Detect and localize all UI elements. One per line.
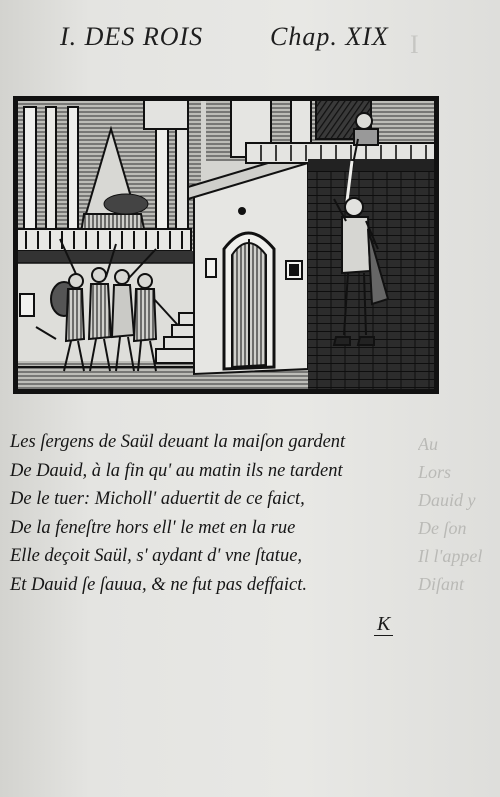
bleed-through-head: I bbox=[410, 30, 419, 59]
bleed-through-line: Diſant bbox=[418, 574, 465, 594]
bleed-through-line: Dauid y bbox=[418, 490, 476, 510]
verse-line: Les ſergens de Saül deuant la maiſon gardent bbox=[10, 432, 346, 452]
bleed-through-line: Lors bbox=[418, 462, 452, 482]
verse-line: De Dauid, à la fin qu' au matin ils ne tardent bbox=[10, 460, 343, 481]
woodcut-drawing bbox=[16, 99, 436, 391]
verse-stanza bbox=[10, 428, 410, 599]
verse-line: De la feneſtre hors ell' le met en la rue bbox=[10, 517, 296, 538]
woodcut-illustration bbox=[13, 96, 439, 394]
bleed-through-line: De ſon bbox=[418, 518, 467, 538]
book-title: I. DES ROIS bbox=[60, 22, 204, 51]
verse-line: Elle deçoit Saül, s' aydant d' vne ſtatue, bbox=[10, 546, 303, 566]
verse-line: De le tuer: Micholl' aduertit de ce faict, bbox=[10, 489, 305, 509]
verse-line: Et Dauid ſe ſauua, & ne fut pas deffaict. bbox=[10, 574, 307, 595]
bleed-through-line: Il l'appel bbox=[418, 546, 483, 566]
bleed-through-line: Au bbox=[418, 434, 438, 454]
signature-mark: K bbox=[374, 614, 393, 636]
chapter-number: Chap. XIX bbox=[270, 22, 389, 51]
